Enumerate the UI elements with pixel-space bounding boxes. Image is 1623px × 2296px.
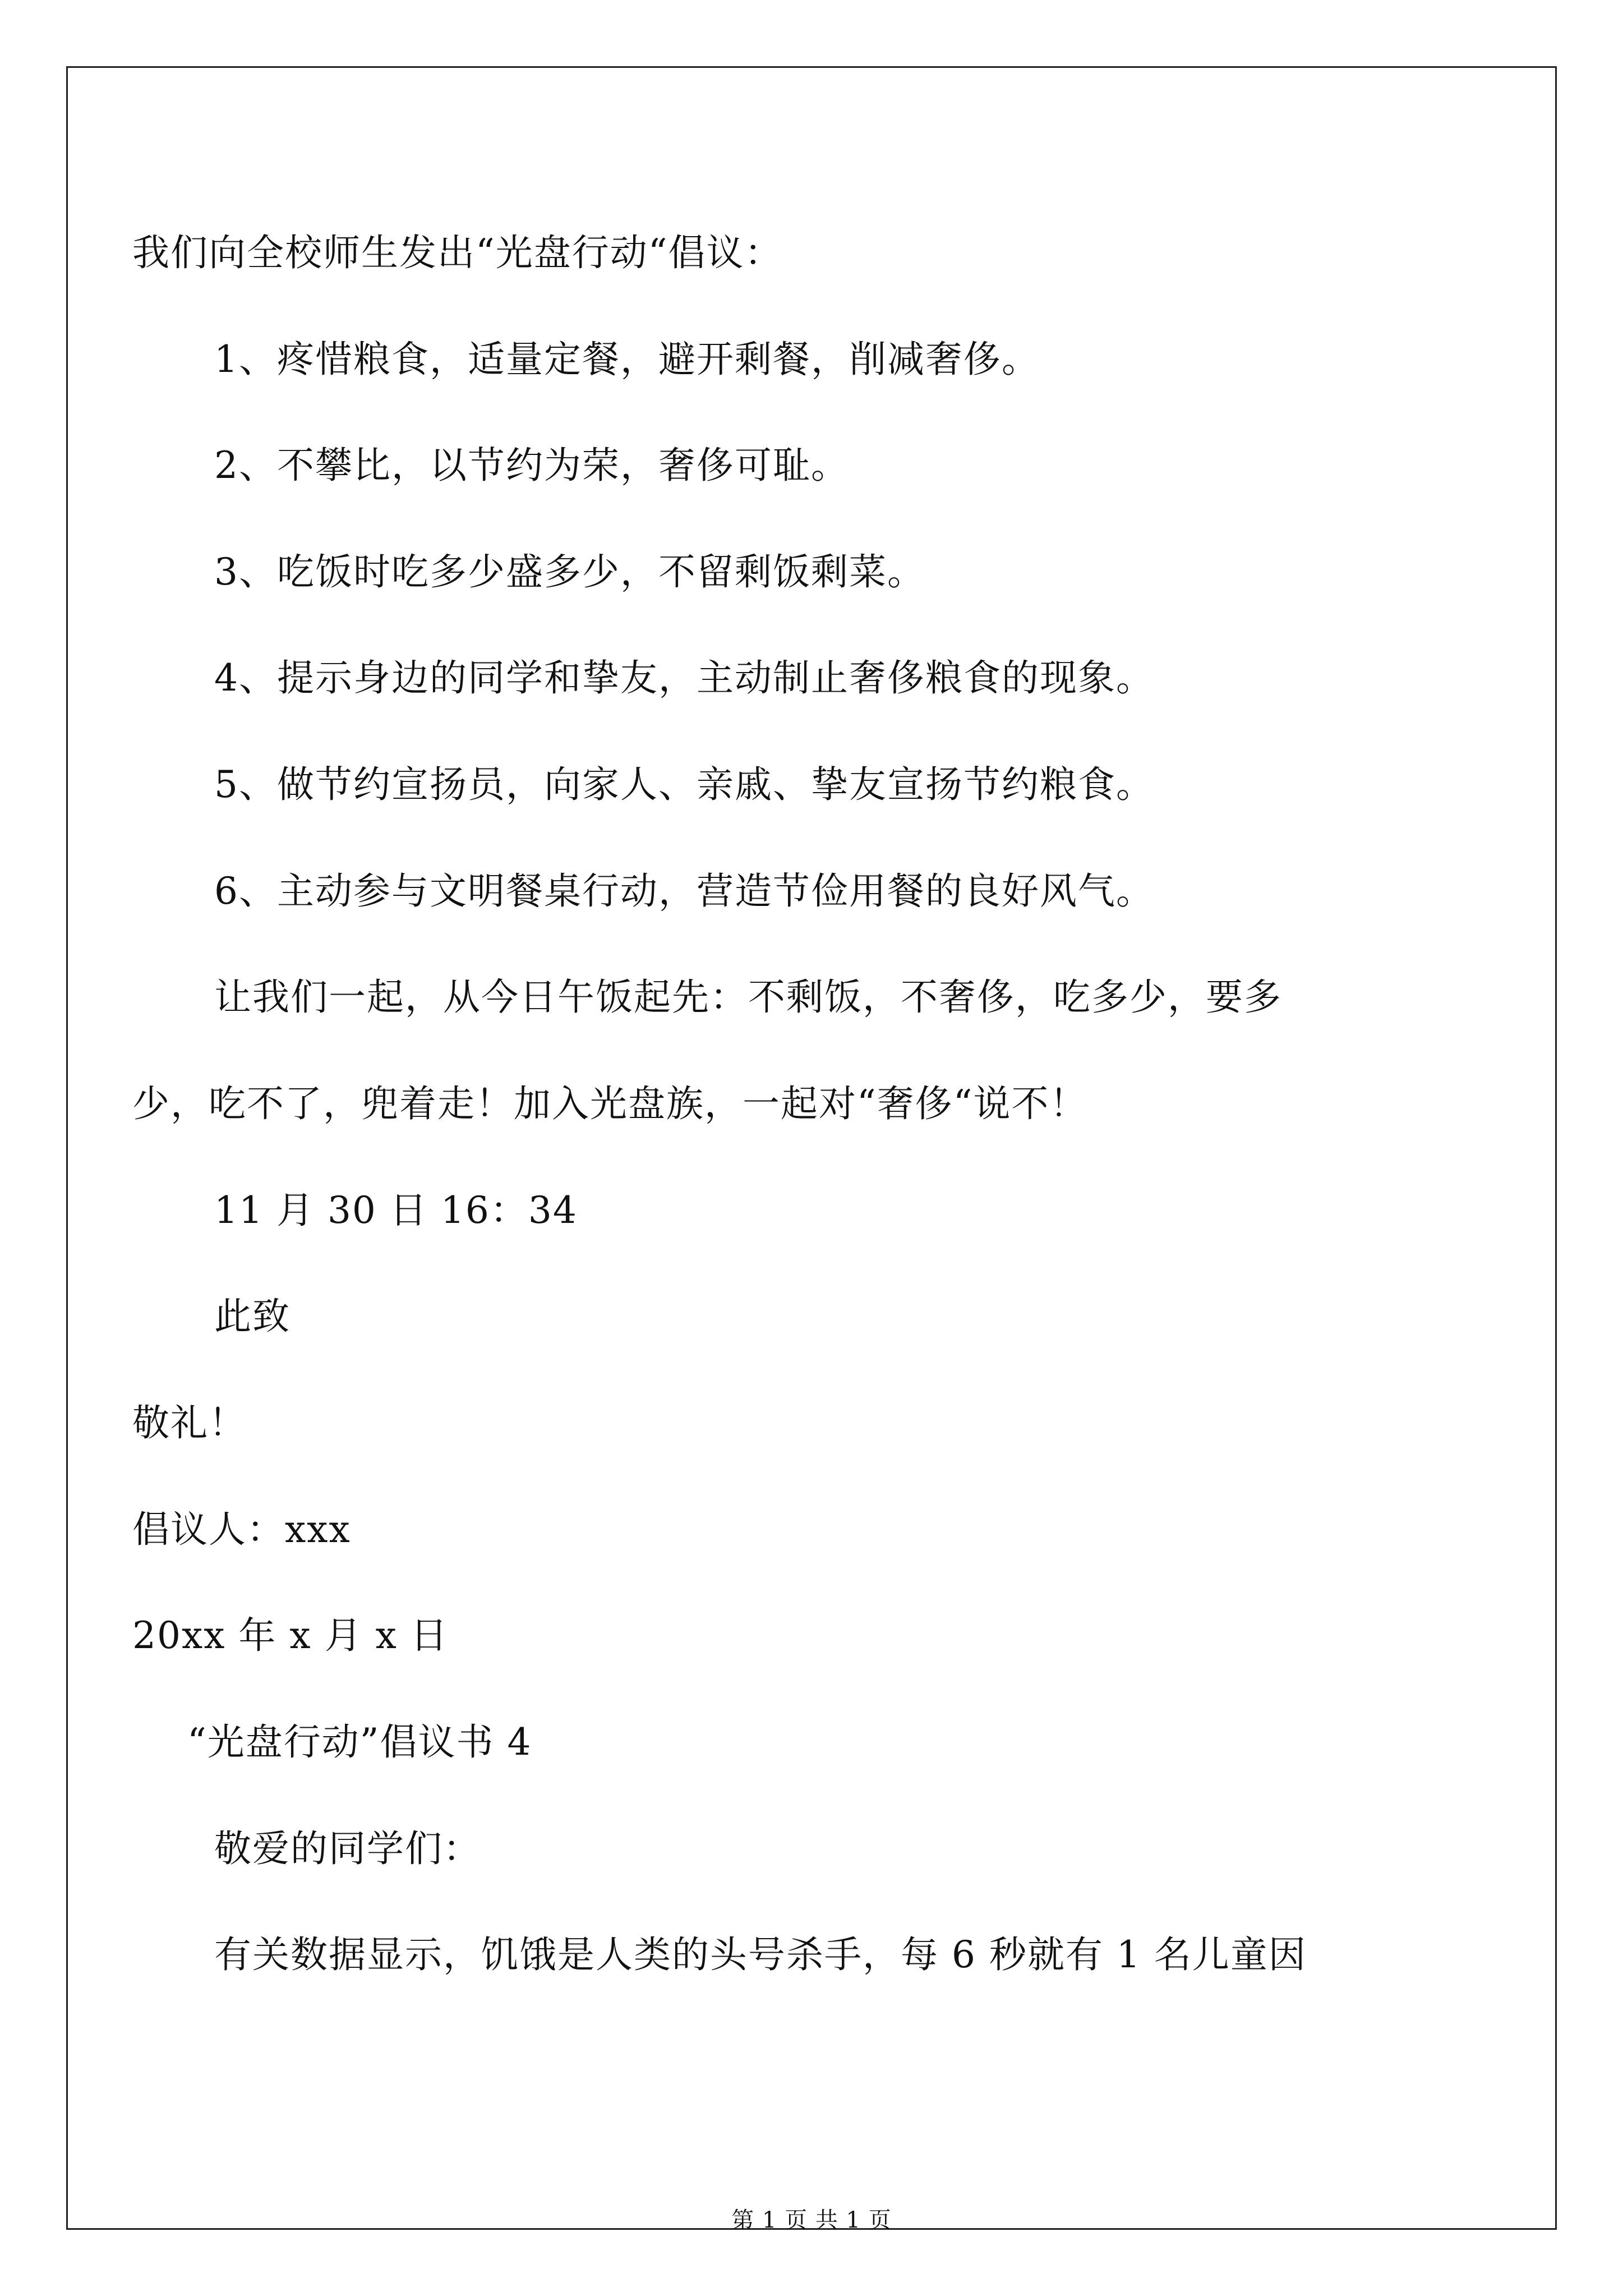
intro-line: 我们向全校师生发出“光盘行动“倡议：	[132, 231, 783, 274]
proposal-item-2: 2、不攀比，以节约为荣，奢侈可耻。	[214, 444, 849, 487]
proposer-line: 倡议人：xxx	[132, 1508, 351, 1551]
proposal-item-4: 4、提示身边的同学和挚友，主动制止奢侈粮食的现象。	[214, 656, 1154, 700]
regards-line: 敬礼！	[132, 1401, 247, 1444]
proposal-item-3: 3、吃饭时吃多少盛多少，不留剩饭剩菜。	[214, 550, 925, 593]
signature-date-line: 20xx 年 x 月 x 日	[132, 1614, 449, 1657]
salutation-line: 此致	[214, 1295, 291, 1338]
closing-paragraph-line-2: 少，吃不了，兜着走！加入光盘族，一起对“奢侈“说不！	[132, 1082, 1088, 1125]
proposal-item-6: 6、主动参与文明餐桌行动，营造节俭用餐的良好风气。	[214, 869, 1154, 913]
greeting-line: 敬爱的同学们：	[214, 1827, 481, 1870]
proposal-item-1: 1、疼惜粮食，适量定餐，避开剩餐，削减奢侈。	[214, 338, 1040, 381]
body-paragraph-line: 有关数据显示，饥饿是人类的头号杀手，每 6 秒就有 1 名儿童因	[214, 1933, 1307, 1976]
page-footer: 第 1 页 共 1 页	[731, 2207, 892, 2233]
section-title: “光盘行动”倡议书 4	[187, 1720, 532, 1764]
closing-paragraph-line-1: 让我们一起，从今日午饭起先：不剩饭，不奢侈，吃多少，要多	[214, 976, 1282, 1019]
proposal-item-5: 5、做节约宣扬员，向家人、亲戚、挚友宣扬节约粮食。	[214, 763, 1154, 806]
date-time-line: 11 月 30 日 16：34	[214, 1189, 578, 1232]
